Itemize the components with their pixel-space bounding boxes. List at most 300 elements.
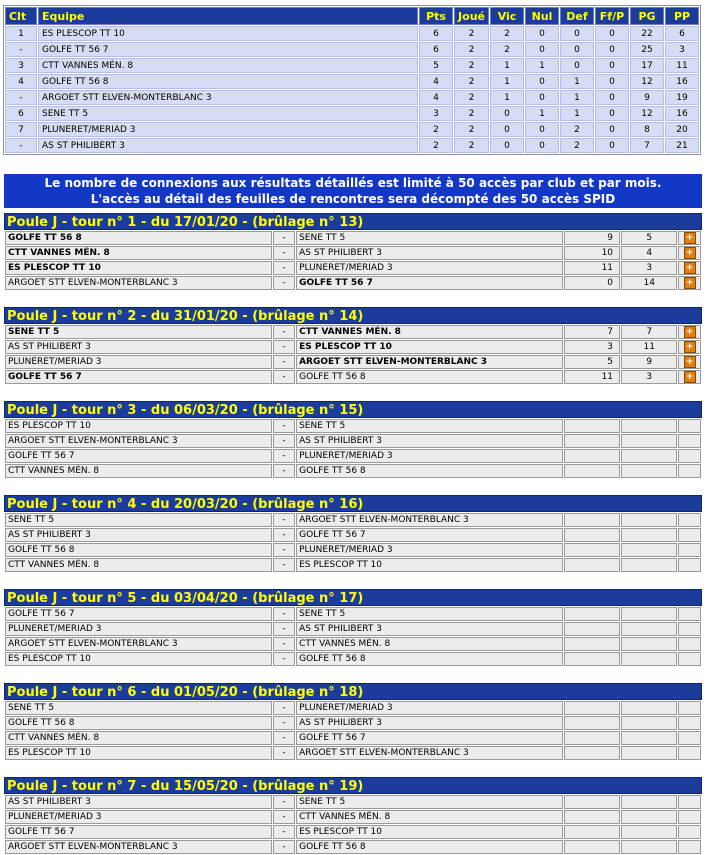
match-row: [5, 543, 701, 557]
match-row: [5, 840, 701, 854]
home-score: 5: [564, 355, 620, 369]
plus-icon[interactable]: +: [684, 326, 696, 338]
team-name-cell: ARGOET STT ELVEN-MONTERBLANC 3: [38, 90, 418, 105]
standings-cell: -: [5, 42, 37, 57]
standings-cell: 0: [525, 122, 559, 137]
home-team: AS ST PHILIBERT 3: [5, 795, 272, 809]
home-team: GOLFE TT 56 7: [5, 370, 272, 384]
detail-cell: [678, 528, 701, 542]
match-row: [5, 637, 701, 651]
standings-cell: 3: [665, 42, 699, 57]
round-block: [4, 307, 702, 385]
detail-cell: [678, 513, 701, 527]
away-score: 7: [621, 325, 677, 339]
versus-separator: -: [273, 607, 296, 621]
away-score: [621, 513, 677, 527]
standings-header-row: [5, 7, 699, 25]
home-team: SENE TT 5: [5, 325, 272, 339]
away-score: [621, 449, 677, 463]
home-team: AS ST PHILIBERT 3: [5, 340, 272, 354]
home-team: PLUNERET/MERIAD 3: [5, 622, 272, 636]
match-row: [5, 652, 701, 666]
detail-cell: [678, 325, 701, 339]
standings-cell: 25: [630, 42, 664, 57]
team-name-cell: SENE TT 5: [38, 106, 418, 121]
standings-cell: 2: [419, 138, 453, 153]
away-team: SENE TT 5: [296, 231, 563, 245]
home-score: [564, 419, 620, 433]
standings-cell: 3: [419, 106, 453, 121]
col-header-equipe: Equipe: [38, 7, 418, 25]
round-block: [4, 777, 702, 855]
standings-cell: 19: [665, 90, 699, 105]
away-team: GOLFE TT 56 8: [296, 652, 563, 666]
standings-cell: 6: [665, 26, 699, 41]
versus-separator: -: [273, 528, 296, 542]
away-team: AS ST PHILIBERT 3: [296, 622, 563, 636]
standings-row: [5, 90, 699, 105]
standings-cell: 4: [419, 90, 453, 105]
versus-separator: -: [273, 810, 296, 824]
away-team: ES PLESCOP TT 10: [296, 340, 563, 354]
home-team: GOLFE TT 56 8: [5, 716, 272, 730]
standings-cell: 0: [560, 42, 594, 57]
team-name-cell: GOLFE TT 56 8: [38, 74, 418, 89]
standings-cell: 6: [5, 106, 37, 121]
away-score: [621, 731, 677, 745]
detail-cell: [678, 355, 701, 369]
away-team: ES PLESCOP TT 10: [296, 825, 563, 839]
away-score: 3: [621, 261, 677, 275]
match-row: [5, 513, 701, 527]
home-score: [564, 622, 620, 636]
standings-cell: 7: [5, 122, 37, 137]
team-name-cell: GOLFE TT 56 7: [38, 42, 418, 57]
standings-cell: 0: [595, 26, 629, 41]
home-score: [564, 746, 620, 760]
detail-cell: [678, 652, 701, 666]
detail-cell: [678, 246, 701, 260]
standings-cell: 2: [454, 42, 489, 57]
away-team: GOLFE TT 56 7: [296, 731, 563, 745]
home-score: [564, 701, 620, 715]
standings-cell: 1: [5, 26, 37, 41]
standings-cell: 16: [665, 74, 699, 89]
away-score: [621, 434, 677, 448]
versus-separator: -: [273, 622, 296, 636]
versus-separator: -: [273, 795, 296, 809]
away-team: GOLFE TT 56 8: [296, 464, 563, 478]
versus-separator: -: [273, 701, 296, 715]
col-header-joue: Joué: [454, 7, 489, 25]
col-header-vic: Vic: [490, 7, 524, 25]
away-score: [621, 716, 677, 730]
standings-cell: 2: [454, 90, 489, 105]
away-score: 4: [621, 246, 677, 260]
round-title: Poule J - tour n° 3 - du 06/03/20 - (brûlage n° 15): [4, 401, 702, 418]
home-score: [564, 731, 620, 745]
home-score: 7: [564, 325, 620, 339]
standings-cell: 0: [525, 90, 559, 105]
standings-cell: 11: [665, 58, 699, 73]
col-header-pp: PP: [665, 7, 699, 25]
home-score: 10: [564, 246, 620, 260]
standings-cell: 12: [630, 106, 664, 121]
match-row: [5, 231, 701, 245]
standings-cell: 0: [595, 74, 629, 89]
home-team: GOLFE TT 56 7: [5, 607, 272, 621]
away-team: GOLFE TT 56 8: [296, 840, 563, 854]
plus-icon[interactable]: +: [684, 247, 696, 259]
home-score: 9: [564, 231, 620, 245]
round-block: [4, 683, 702, 761]
away-team: AS ST PHILIBERT 3: [296, 246, 563, 260]
home-team: AS ST PHILIBERT 3: [5, 528, 272, 542]
detail-cell: [678, 434, 701, 448]
standings-cell: 0: [595, 106, 629, 121]
banner-line-1: Le nombre de connexions aux résultats détaillés est limité à 50 accès par club et par mois.: [44, 176, 662, 190]
away-team: SENE TT 5: [296, 795, 563, 809]
detail-cell: [678, 607, 701, 621]
match-row: [5, 622, 701, 636]
away-team: GOLFE TT 56 8: [296, 370, 563, 384]
home-score: [564, 652, 620, 666]
standings-cell: 12: [630, 74, 664, 89]
plus-icon[interactable]: +: [684, 356, 696, 368]
home-score: [564, 825, 620, 839]
match-row: [5, 340, 701, 354]
detail-cell: [678, 370, 701, 384]
home-team: PLUNERET/MERIAD 3: [5, 810, 272, 824]
col-header-pg: PG: [630, 7, 664, 25]
match-row: [5, 716, 701, 730]
home-score: [564, 795, 620, 809]
away-score: [621, 543, 677, 557]
standings-cell: 0: [525, 74, 559, 89]
round-block: [4, 589, 702, 667]
home-score: [564, 434, 620, 448]
standings-cell: 3: [5, 58, 37, 73]
round-matches-table: [4, 512, 702, 573]
away-team: CTT VANNES MÉN. 8: [296, 810, 563, 824]
round-title: Poule J - tour n° 2 - du 31/01/20 - (brûlage n° 14): [4, 307, 702, 324]
detail-cell: [678, 558, 701, 572]
detail-cell: [678, 231, 701, 245]
detail-cell: [678, 464, 701, 478]
detail-cell: [678, 825, 701, 839]
away-score: 9: [621, 355, 677, 369]
home-score: [564, 637, 620, 651]
away-team: PLUNERET/MERIAD 3: [296, 701, 563, 715]
standings-cell: 0: [525, 26, 559, 41]
standings-cell: 2: [454, 106, 489, 121]
plus-icon[interactable]: +: [684, 277, 696, 289]
plus-icon[interactable]: +: [684, 341, 696, 353]
home-score: [564, 716, 620, 730]
away-team: PLUNERET/MERIAD 3: [296, 261, 563, 275]
round-block: [4, 213, 702, 291]
home-team: CTT VANNES MÉN. 8: [5, 246, 272, 260]
round-matches-table: [4, 700, 702, 761]
away-team: GOLFE TT 56 7: [296, 528, 563, 542]
standings-cell: 2: [560, 122, 594, 137]
away-team: AS ST PHILIBERT 3: [296, 434, 563, 448]
standings-cell: 0: [595, 138, 629, 153]
col-header-clt: Clt: [5, 7, 37, 25]
team-name-cell: AS ST PHILIBERT 3: [38, 138, 418, 153]
away-score: [621, 637, 677, 651]
away-score: [621, 701, 677, 715]
detail-cell: [678, 276, 701, 290]
standings-cell: 7: [630, 138, 664, 153]
versus-separator: -: [273, 464, 296, 478]
standings-cell: 1: [525, 106, 559, 121]
detail-cell: [678, 261, 701, 275]
versus-separator: -: [273, 419, 296, 433]
versus-separator: -: [273, 513, 296, 527]
team-name-cell: ES PLESCOP TT 10: [38, 26, 418, 41]
home-score: [564, 464, 620, 478]
home-team: ES PLESCOP TT 10: [5, 419, 272, 433]
standings-cell: 1: [560, 74, 594, 89]
away-team: CTT VANNES MÉN. 8: [296, 325, 563, 339]
standings-cell: 2: [454, 74, 489, 89]
round-title: Poule J - tour n° 7 - du 15/05/20 - (brûlage n° 19): [4, 777, 702, 794]
round-block: [4, 495, 702, 573]
versus-separator: -: [273, 825, 296, 839]
standings-cell: 0: [490, 122, 524, 137]
home-score: 0: [564, 276, 620, 290]
detail-cell: [678, 637, 701, 651]
home-score: [564, 810, 620, 824]
versus-separator: -: [273, 716, 296, 730]
match-row: [5, 746, 701, 760]
away-score: [621, 528, 677, 542]
away-team: GOLFE TT 56 7: [296, 276, 563, 290]
standings-cell: 0: [560, 26, 594, 41]
standings-cell: 17: [630, 58, 664, 73]
away-score: 11: [621, 340, 677, 354]
standings-row: [5, 26, 699, 41]
standings-cell: 0: [595, 42, 629, 57]
away-team: ARGOET STT ELVEN-MONTERBLANC 3: [296, 355, 563, 369]
versus-separator: -: [273, 340, 296, 354]
away-team: ES PLESCOP TT 10: [296, 558, 563, 572]
standings-cell: 1: [560, 106, 594, 121]
standings-row: [5, 74, 699, 89]
col-header-ffp: Ff/P: [595, 7, 629, 25]
away-score: [621, 652, 677, 666]
match-row: [5, 325, 701, 339]
away-team: ARGOET STT ELVEN-MONTERBLANC 3: [296, 746, 563, 760]
away-team: PLUNERET/MERIAD 3: [296, 543, 563, 557]
versus-separator: -: [273, 231, 296, 245]
home-score: [564, 558, 620, 572]
versus-separator: -: [273, 746, 296, 760]
detail-cell: [678, 746, 701, 760]
away-score: [621, 622, 677, 636]
match-row: [5, 558, 701, 572]
versus-separator: -: [273, 434, 296, 448]
standings-cell: 0: [490, 138, 524, 153]
match-row: [5, 434, 701, 448]
match-row: [5, 731, 701, 745]
detail-cell: [678, 795, 701, 809]
versus-separator: -: [273, 652, 296, 666]
match-row: [5, 607, 701, 621]
home-score: [564, 513, 620, 527]
match-row: [5, 355, 701, 369]
home-team: GOLFE TT 56 7: [5, 449, 272, 463]
round-matches-table: [4, 324, 702, 385]
home-team: PLUNERET/MERIAD 3: [5, 355, 272, 369]
round-matches-table: [4, 606, 702, 667]
standings-cell: 5: [419, 58, 453, 73]
away-score: [621, 746, 677, 760]
home-team: CTT VANNES MÉN. 8: [5, 731, 272, 745]
match-row: [5, 810, 701, 824]
standings-cell: 1: [490, 90, 524, 105]
versus-separator: -: [273, 261, 296, 275]
home-score: [564, 528, 620, 542]
match-row: [5, 701, 701, 715]
home-score: 11: [564, 370, 620, 384]
team-name-cell: CTT VANNES MÉN. 8: [38, 58, 418, 73]
standings-cell: 2: [490, 26, 524, 41]
standings-cell: 0: [595, 122, 629, 137]
detail-cell: [678, 716, 701, 730]
plus-icon[interactable]: +: [684, 262, 696, 274]
standings-cell: 2: [419, 122, 453, 137]
home-team: ES PLESCOP TT 10: [5, 652, 272, 666]
away-team: CTT VANNES MÉN. 8: [296, 637, 563, 651]
standings-cell: 0: [490, 106, 524, 121]
versus-separator: -: [273, 370, 296, 384]
round-block: [4, 401, 702, 479]
home-team: ARGOET STT ELVEN-MONTERBLANC 3: [5, 637, 272, 651]
standings-cell: 2: [454, 122, 489, 137]
away-score: [621, 825, 677, 839]
home-team: ARGOET STT ELVEN-MONTERBLANC 3: [5, 276, 272, 290]
standings-cell: 2: [454, 26, 489, 41]
standings-cell: 2: [454, 138, 489, 153]
away-team: AS ST PHILIBERT 3: [296, 716, 563, 730]
standings-cell: 8: [630, 122, 664, 137]
detail-cell: [678, 731, 701, 745]
match-row: [5, 825, 701, 839]
standings-cell: 16: [665, 106, 699, 121]
detail-cell: [678, 419, 701, 433]
round-title: Poule J - tour n° 4 - du 20/03/20 - (brûlage n° 16): [4, 495, 702, 512]
away-score: 3: [621, 370, 677, 384]
versus-separator: -: [273, 840, 296, 854]
match-row: [5, 370, 701, 384]
round-title: Poule J - tour n° 6 - du 01/05/20 - (brûlage n° 18): [4, 683, 702, 700]
standings-row: [5, 122, 699, 137]
detail-cell: [678, 840, 701, 854]
home-team: SENE TT 5: [5, 513, 272, 527]
away-team: SENE TT 5: [296, 419, 563, 433]
home-score: [564, 607, 620, 621]
standings-cell: 9: [630, 90, 664, 105]
standings-row: [5, 106, 699, 121]
away-score: [621, 464, 677, 478]
versus-separator: -: [273, 637, 296, 651]
detail-cell: [678, 449, 701, 463]
round-title: Poule J - tour n° 1 - du 17/01/20 - (brûlage n° 13): [4, 213, 702, 230]
away-team: SENE TT 5: [296, 607, 563, 621]
away-score: [621, 840, 677, 854]
standings-table: [3, 5, 701, 155]
round-matches-table: [4, 418, 702, 479]
away-score: [621, 795, 677, 809]
standings-cell: 21: [665, 138, 699, 153]
away-score: [621, 810, 677, 824]
standings-cell: -: [5, 138, 37, 153]
round-matches-table: [4, 794, 702, 855]
standings-row: [5, 58, 699, 73]
match-row: [5, 246, 701, 260]
away-score: [621, 607, 677, 621]
standings-cell: 1: [490, 58, 524, 73]
home-score: [564, 449, 620, 463]
home-team: ES PLESCOP TT 10: [5, 261, 272, 275]
detail-cell: [678, 701, 701, 715]
standings-cell: 1: [490, 74, 524, 89]
standings-cell: 0: [595, 90, 629, 105]
detail-cell: [678, 543, 701, 557]
home-team: CTT VANNES MÉN. 8: [5, 464, 272, 478]
versus-separator: -: [273, 276, 296, 290]
col-header-pts: Pts: [419, 7, 453, 25]
standings-cell: 0: [595, 58, 629, 73]
away-score: 5: [621, 231, 677, 245]
col-header-nul: Nul: [525, 7, 559, 25]
detail-cell: [678, 340, 701, 354]
home-team: CTT VANNES MÉN. 8: [5, 558, 272, 572]
standings-cell: 22: [630, 26, 664, 41]
plus-icon[interactable]: +: [684, 232, 696, 244]
versus-separator: -: [273, 246, 296, 260]
match-row: [5, 449, 701, 463]
detail-cell: [678, 810, 701, 824]
standings-row: [5, 42, 699, 57]
team-name-cell: PLUNERET/MERIAD 3: [38, 122, 418, 137]
home-score: 3: [564, 340, 620, 354]
standings-cell: 0: [560, 58, 594, 73]
standings-cell: 0: [525, 138, 559, 153]
home-score: [564, 543, 620, 557]
standings-row: [5, 138, 699, 153]
round-title: Poule J - tour n° 5 - du 03/04/20 - (brûlage n° 17): [4, 589, 702, 606]
standings-cell: 1: [560, 90, 594, 105]
standings-cell: 1: [525, 58, 559, 73]
versus-separator: -: [273, 355, 296, 369]
home-team: ES PLESCOP TT 10: [5, 746, 272, 760]
standings-cell: 6: [419, 42, 453, 57]
plus-icon[interactable]: +: [684, 371, 696, 383]
standings-cell: 2: [560, 138, 594, 153]
versus-separator: -: [273, 325, 296, 339]
away-score: [621, 558, 677, 572]
standings-cell: 2: [490, 42, 524, 57]
away-score: 14: [621, 276, 677, 290]
detail-cell: [678, 622, 701, 636]
match-row: [5, 795, 701, 809]
access-limit-banner: [4, 174, 702, 208]
home-team: ARGOET STT ELVEN-MONTERBLANC 3: [5, 840, 272, 854]
banner-line-2: L'accès au détail des feuilles de rencontres sera décompté des 50 accès SPID: [90, 192, 616, 206]
